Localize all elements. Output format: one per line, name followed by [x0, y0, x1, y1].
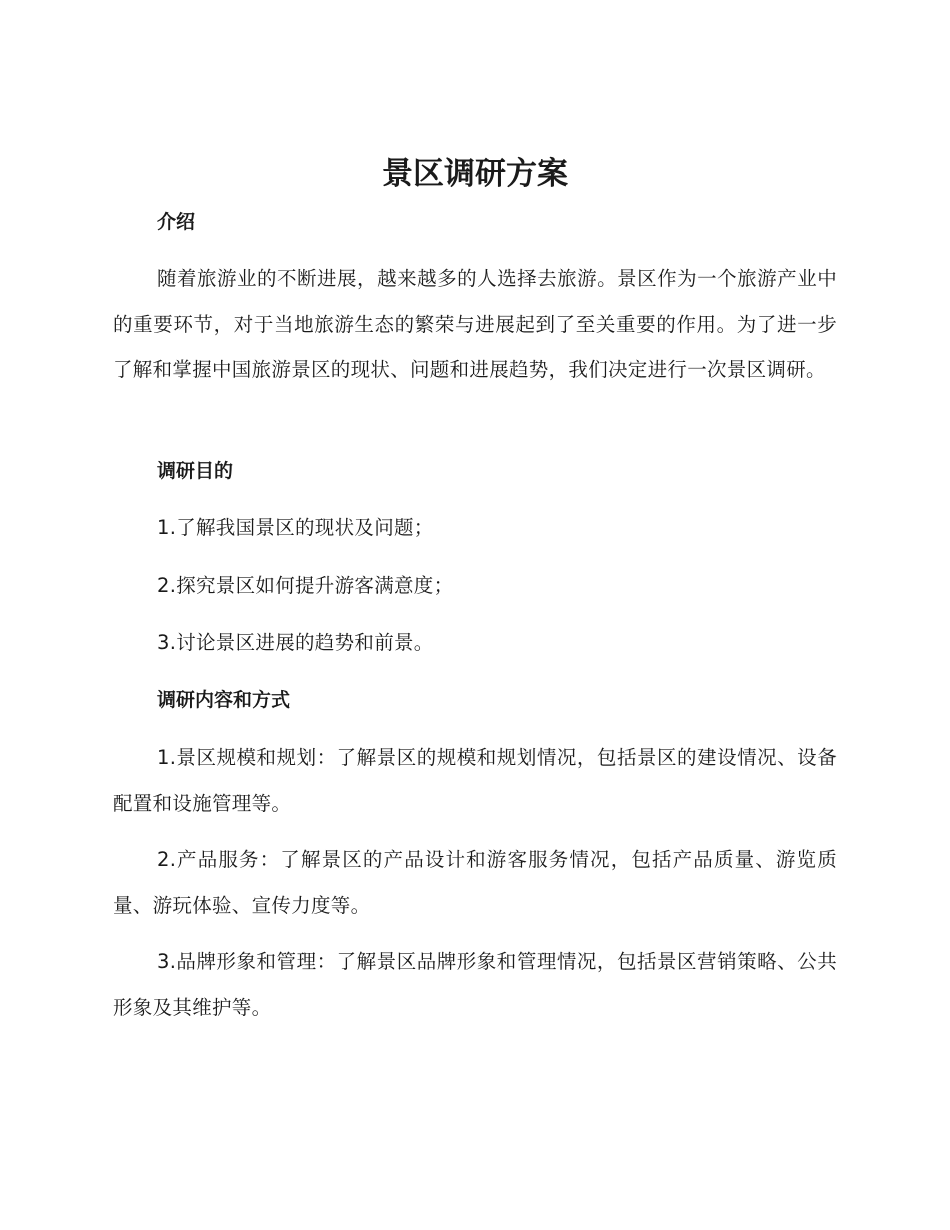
intro-paragraph: 随着旅游业的不断进展，越来越多的人选择去旅游。景区作为一个旅游产业中的重要环节，对于当地旅游生态的繁荣与进展起到了至关重要的作用。为了进一步了解和掌握中国旅游景区的现状、问题和进展趋势，我们决定进行一次景区调研。: [113, 267, 837, 381]
content-item-3: 3.品牌形象和管理：了解景区品牌形象和管理情况，包括景区营销策略、公共形象及其维护等。: [113, 950, 837, 1019]
purpose-item-2: 2.探究景区如何提升游客满意度；: [157, 574, 454, 597]
section-heading-purpose: 调研目的: [157, 460, 234, 482]
purpose-item-3: 3.讨论景区进展的趋势和前景。: [157, 631, 434, 654]
content-item-1: 1.景区规模和规划：了解景区的规模和规划情况，包括景区的建设情况、设备配置和设施管理等。: [113, 746, 837, 815]
document-title: 景区调研方案: [382, 156, 568, 192]
section-heading-content: 调研内容和方式: [157, 689, 291, 711]
content-item-2: 2.产品服务：了解景区的产品设计和游客服务情况，包括产品质量、游览质量、游玩体验、宣传力度等。: [113, 848, 837, 917]
section-heading-intro: 介绍: [157, 211, 196, 233]
purpose-item-1: 1.了解我国景区的现状及问题；: [157, 516, 434, 539]
